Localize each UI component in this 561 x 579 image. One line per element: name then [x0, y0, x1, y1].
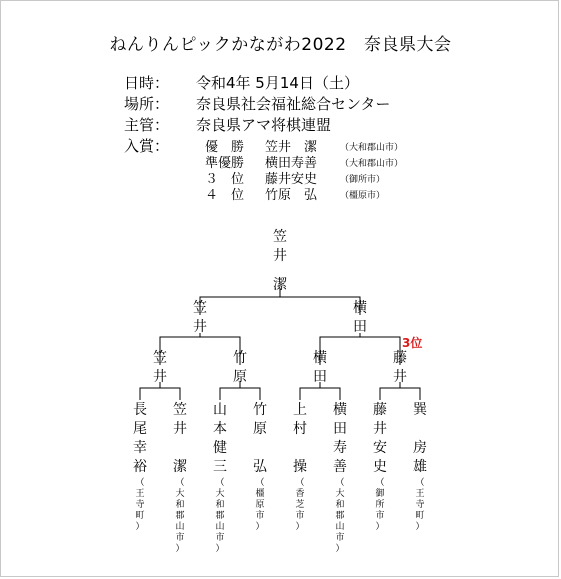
award-rank-2: 準優勝 [205, 156, 245, 171]
char: 田 [313, 369, 327, 385]
char: 大 [175, 489, 185, 499]
char: （ [375, 478, 385, 488]
player-name-3 [210, 401, 230, 477]
char: 史 [373, 459, 387, 475]
player-name-8 [410, 401, 430, 477]
player-city-4 [253, 478, 267, 533]
char: 御 [375, 489, 385, 499]
bracket-champion [270, 228, 290, 295]
char: 幸 [133, 440, 147, 456]
char: 市 [175, 533, 185, 543]
player-city-1 [133, 478, 147, 533]
award-rank-3: ３ 位 [205, 172, 245, 187]
info-award-label: 入賞： [124, 137, 170, 155]
char: 潔 [273, 277, 287, 293]
bracket-semifinalist-2 [230, 349, 250, 387]
char: 井 [373, 421, 387, 437]
char: 和 [215, 500, 225, 510]
char [170, 439, 190, 458]
char: 笠 [273, 229, 287, 245]
player-city-2 [173, 478, 187, 555]
char: 市 [215, 533, 225, 543]
player-name-6 [330, 401, 350, 477]
char: 橿 [255, 489, 265, 499]
char: 雄 [413, 459, 427, 475]
char: 原 [233, 369, 247, 385]
page-title: ねんりんピックかながわ2022 奈良県大会 [109, 35, 452, 55]
char: 横 [313, 350, 327, 366]
char: 井 [273, 248, 287, 264]
char: 上 [293, 402, 307, 418]
char: ） [255, 522, 265, 532]
award-city-3: （御所市） [340, 175, 386, 185]
award-city-4: （橿原市） [340, 191, 386, 201]
char: 芝 [295, 500, 305, 510]
award-name-1: 笠井 潔 [265, 140, 318, 155]
char: 笠 [193, 300, 207, 316]
char [250, 439, 270, 458]
char: 寺 [415, 500, 425, 510]
info-host-label: 主管： [124, 116, 170, 134]
award-rank-1: 優 勝 [205, 140, 245, 155]
char: 井 [393, 369, 407, 385]
char: 操 [293, 459, 307, 475]
char: 横 [333, 402, 347, 418]
char: 和 [335, 500, 345, 510]
char: （ [135, 478, 145, 488]
char: 山 [215, 522, 225, 532]
award-city-2: （大和郡山市） [340, 159, 404, 169]
char: 市 [335, 533, 345, 543]
player-name-2 [170, 401, 190, 477]
award-city-1: （大和郡山市） [340, 143, 404, 153]
bracket-finalist-2 [350, 299, 370, 337]
player-city-6 [333, 478, 347, 555]
char: 町 [135, 511, 145, 521]
player-city-3 [213, 478, 227, 555]
char: 山 [335, 522, 345, 532]
char: 市 [255, 511, 265, 521]
char: 大 [335, 489, 345, 499]
char: （ [335, 478, 345, 488]
char: 寿 [333, 440, 347, 456]
char: 竹 [253, 402, 267, 418]
char: 市 [295, 511, 305, 521]
char: 町 [415, 511, 425, 521]
char: 藤 [393, 350, 407, 366]
char: 所 [375, 500, 385, 510]
char: 笠 [153, 350, 167, 366]
char: 藤 [373, 402, 387, 418]
char: ） [135, 522, 145, 532]
char: 大 [215, 489, 225, 499]
char: ） [335, 544, 345, 554]
char: 郡 [215, 511, 225, 521]
char [270, 266, 290, 276]
char: 田 [333, 421, 347, 437]
award-name-2: 横田寿善 [265, 156, 318, 171]
char: 裕 [133, 459, 147, 475]
player-name-7 [370, 401, 390, 477]
char: 田 [353, 319, 367, 335]
char: 寺 [135, 500, 145, 510]
char [410, 420, 430, 439]
char: ） [295, 522, 305, 532]
player-city-8 [413, 478, 427, 533]
bracket-semifinalist-3 [310, 349, 330, 387]
char: 横 [353, 300, 367, 316]
char: ） [375, 522, 385, 532]
char: 村 [293, 421, 307, 437]
player-city-5 [293, 478, 307, 533]
char: 原 [255, 500, 265, 510]
char: 原 [253, 421, 267, 437]
award-rank-4: ４ 位 [205, 188, 245, 203]
char: 安 [373, 440, 387, 456]
bracket-finalist-1 [190, 299, 210, 337]
char: 健 [213, 440, 227, 456]
char: 王 [415, 489, 425, 499]
char: 山 [213, 402, 227, 418]
char: 郡 [335, 511, 345, 521]
char: ） [415, 522, 425, 532]
char: 尾 [133, 421, 147, 437]
char: 巽 [413, 402, 427, 418]
char: 井 [173, 421, 187, 437]
char: （ [415, 478, 425, 488]
char: （ [255, 478, 265, 488]
char: 三 [213, 459, 227, 475]
info-date-value: 令和4年 5月14日（土） [196, 74, 359, 92]
char: 笠 [173, 402, 187, 418]
info-place-value: 奈良県社会福祉総合センター [196, 95, 391, 113]
char: 郡 [175, 511, 185, 521]
player-name-1 [130, 401, 150, 477]
award-name-3: 藤井安史 [265, 172, 318, 187]
info-place-label: 場所： [124, 95, 170, 113]
char: 井 [153, 369, 167, 385]
char: 井 [193, 319, 207, 335]
char: ） [175, 544, 185, 554]
player-name-5 [290, 401, 310, 477]
char: （ [295, 478, 305, 488]
char: 房 [413, 440, 427, 456]
char: 本 [213, 421, 227, 437]
char: 王 [135, 489, 145, 499]
player-city-7 [373, 478, 387, 533]
char: 潔 [173, 459, 187, 475]
bracket-semifinalist-1 [150, 349, 170, 387]
char: 竹 [233, 350, 247, 366]
char: （ [215, 478, 225, 488]
char: 和 [175, 500, 185, 510]
char: 善 [333, 459, 347, 475]
char: 香 [295, 489, 305, 499]
player-name-4 [250, 401, 270, 477]
char: 山 [175, 522, 185, 532]
char: 長 [133, 402, 147, 418]
char [290, 439, 310, 458]
info-date-label: 日時： [124, 74, 170, 92]
award-name-4: 竹原 弘 [265, 188, 318, 203]
info-host-value: 奈良県アマ将棋連盟 [196, 116, 332, 134]
char: （ [175, 478, 185, 488]
third-place-mark: 3位 [402, 336, 423, 350]
char: 市 [375, 511, 385, 521]
bracket-semifinalist-4 [390, 349, 410, 387]
char: 弘 [253, 459, 267, 475]
char: ） [215, 544, 225, 554]
